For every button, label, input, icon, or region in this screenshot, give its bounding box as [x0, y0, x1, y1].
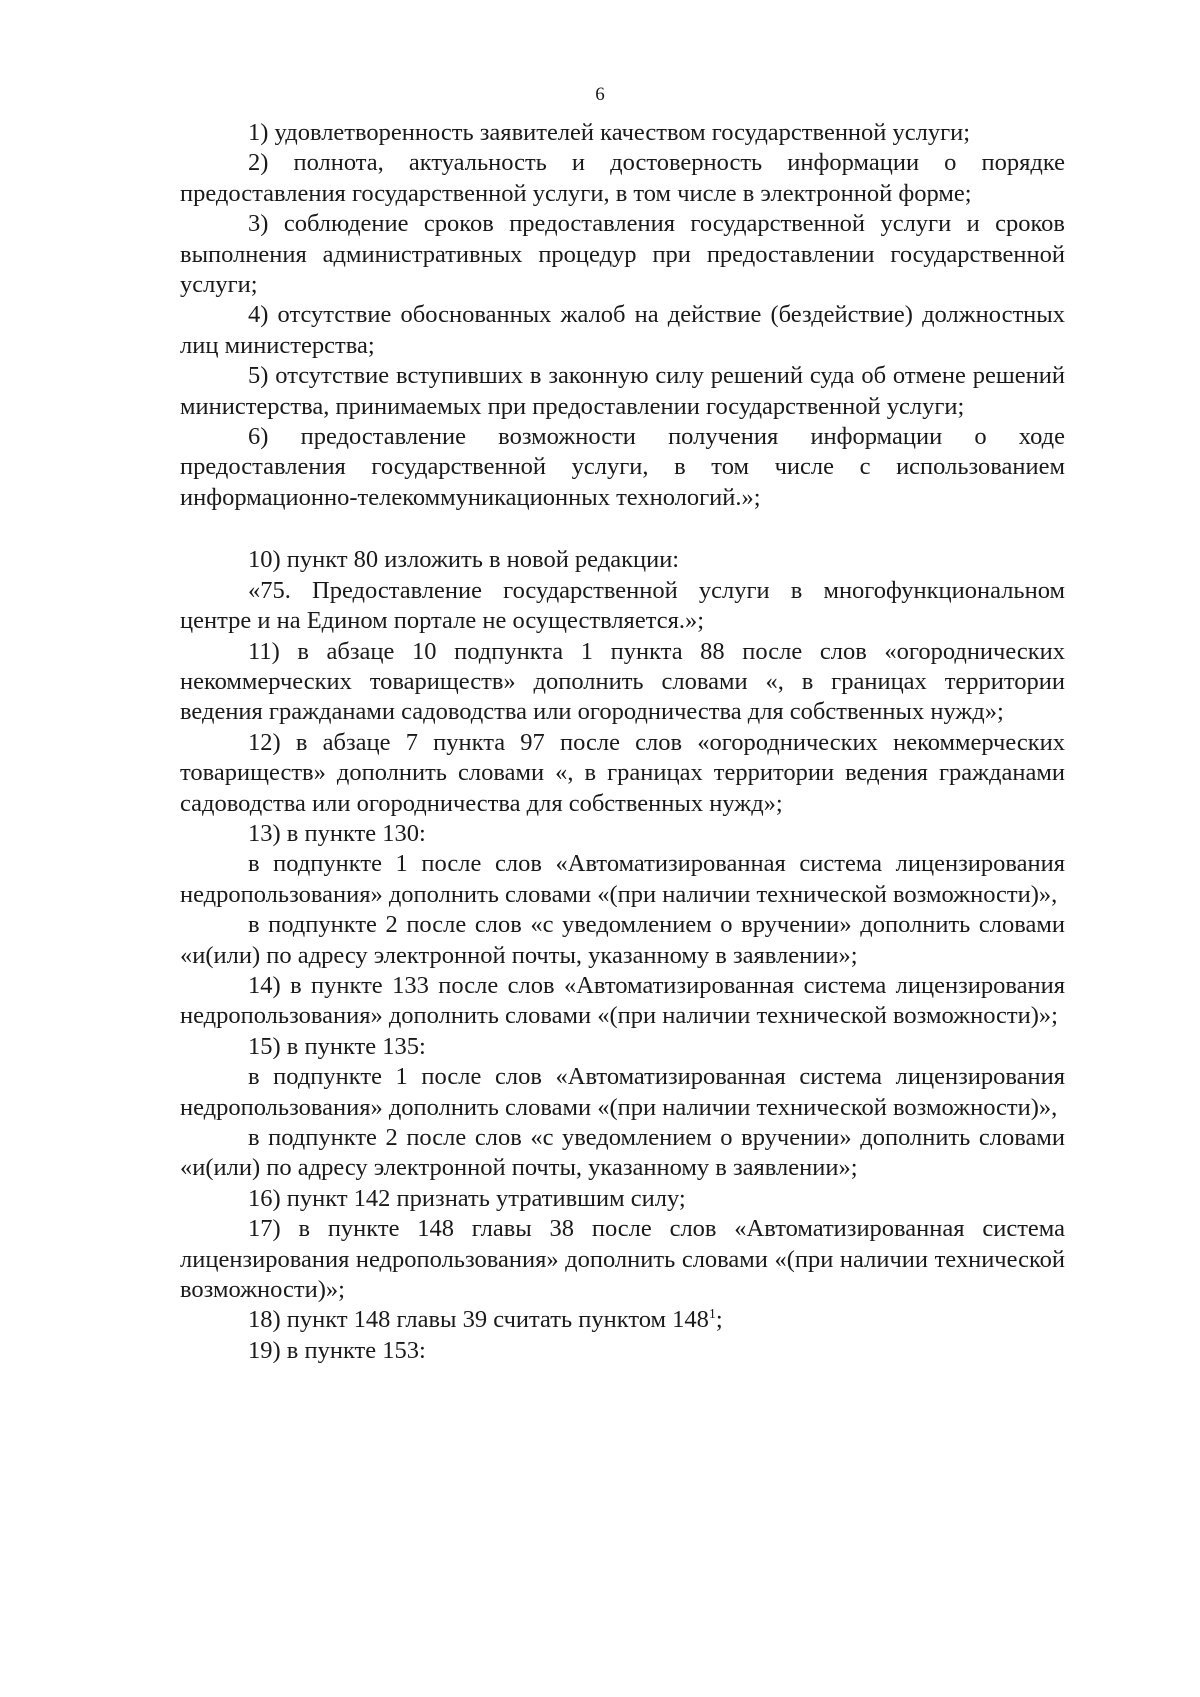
paragraph: 4) отсутствие обоснованных жалоб на действие (бездействие) должностных лиц министерства;: [180, 301, 1065, 359]
paragraph: «75. Предоставление государственной услуги в многофункциональном центре и на Едином портале не осуществляется.»;: [180, 576, 1065, 635]
paragraph-text: ;: [715, 1306, 723, 1334]
superscript: 1: [708, 1307, 716, 1323]
paragraph: 3) соблюдение сроков предоставления государственной услуги и сроков выполнения административных процедур при предоставлении государственной услуги;: [180, 210, 1065, 299]
paragraph: [180, 1305, 1065, 1335]
document-body: [180, 118, 1065, 1366]
paragraph: 14) в пункте 133 после слов «Автоматизированная система лицензирования недропользования» дополнить словами «(при наличии технической возможности)»;: [180, 971, 1065, 1030]
paragraph-text: 18) пункт 148 главы 39 считать пунктом 148: [248, 1306, 709, 1334]
paragraph: в подпункте 1 после слов «Автоматизированная система лицензирования недропользования» дополнить словами «(при наличии технической возможности)»,: [180, 1063, 1065, 1121]
paragraph: 11) в абзаце 10 подпункта 1 пункта 88 после слов «огороднических некоммерческих товариществ» дополнить словами «, в границах территории ведения гражданами садоводства или огородничества для собственных нужд»;: [180, 637, 1065, 726]
paragraph: 16) пункт 142 признать утратившим силу;: [248, 1184, 686, 1212]
paragraph: в подпункте 1 после слов «Автоматизированная система лицензирования недропользования» дополнить словами «(при наличии технической возможности)»,: [180, 850, 1065, 908]
paragraph: 5) отсутствие вступивших в законную силу решений суда об отмене решений министерства, принимаемых при предоставлении государственной услуги;: [180, 362, 1065, 420]
paragraph: 19) в пункте 153:: [248, 1336, 426, 1364]
page-number: 6: [595, 84, 605, 105]
paragraph: 10) пункт 80 изложить в новой редакции:: [248, 546, 680, 574]
paragraph: 17) в пункте 148 главы 38 после слов «Автоматизированная система лицензирования недропользования» дополнить словами «(при наличии технической возможности)»;: [180, 1215, 1065, 1304]
paragraph: в подпункте 2 после слов «с уведомлением о вручении» дополнить словами «и(или) по адресу электронной почты, указанному в заявлении»;: [180, 911, 1065, 969]
paragraph: 13) в пункте 130:: [248, 819, 426, 847]
paragraph: 15) в пункте 135:: [248, 1032, 426, 1060]
paragraph: 2) полнота, актуальность и достоверность информации о порядке предоставления государственной услуги, в том числе в электронной форме;: [180, 149, 1065, 207]
paragraph: 6) предоставление возможности получения информации о ходе предоставления государственной услуги, в том числе с использованием информационно-телекоммуникационных технологий.»;: [180, 423, 1065, 511]
paragraph: 12) в абзаце 7 пункта 97 после слов «огороднических некоммерческих товариществ» дополнить словами «, в границах территории ведения гражданами садоводства или огородничества для собственных нужд»;: [180, 728, 1065, 817]
paragraph-gap: [180, 513, 1065, 545]
paragraph: в подпункте 2 после слов «с уведомлением о вручении» дополнить словами «и(или) по адресу электронной почты, указанному в заявлении»;: [180, 1124, 1065, 1182]
paragraph: 1) удовлетворенность заявителей качеством государственной услуги;: [248, 119, 971, 146]
